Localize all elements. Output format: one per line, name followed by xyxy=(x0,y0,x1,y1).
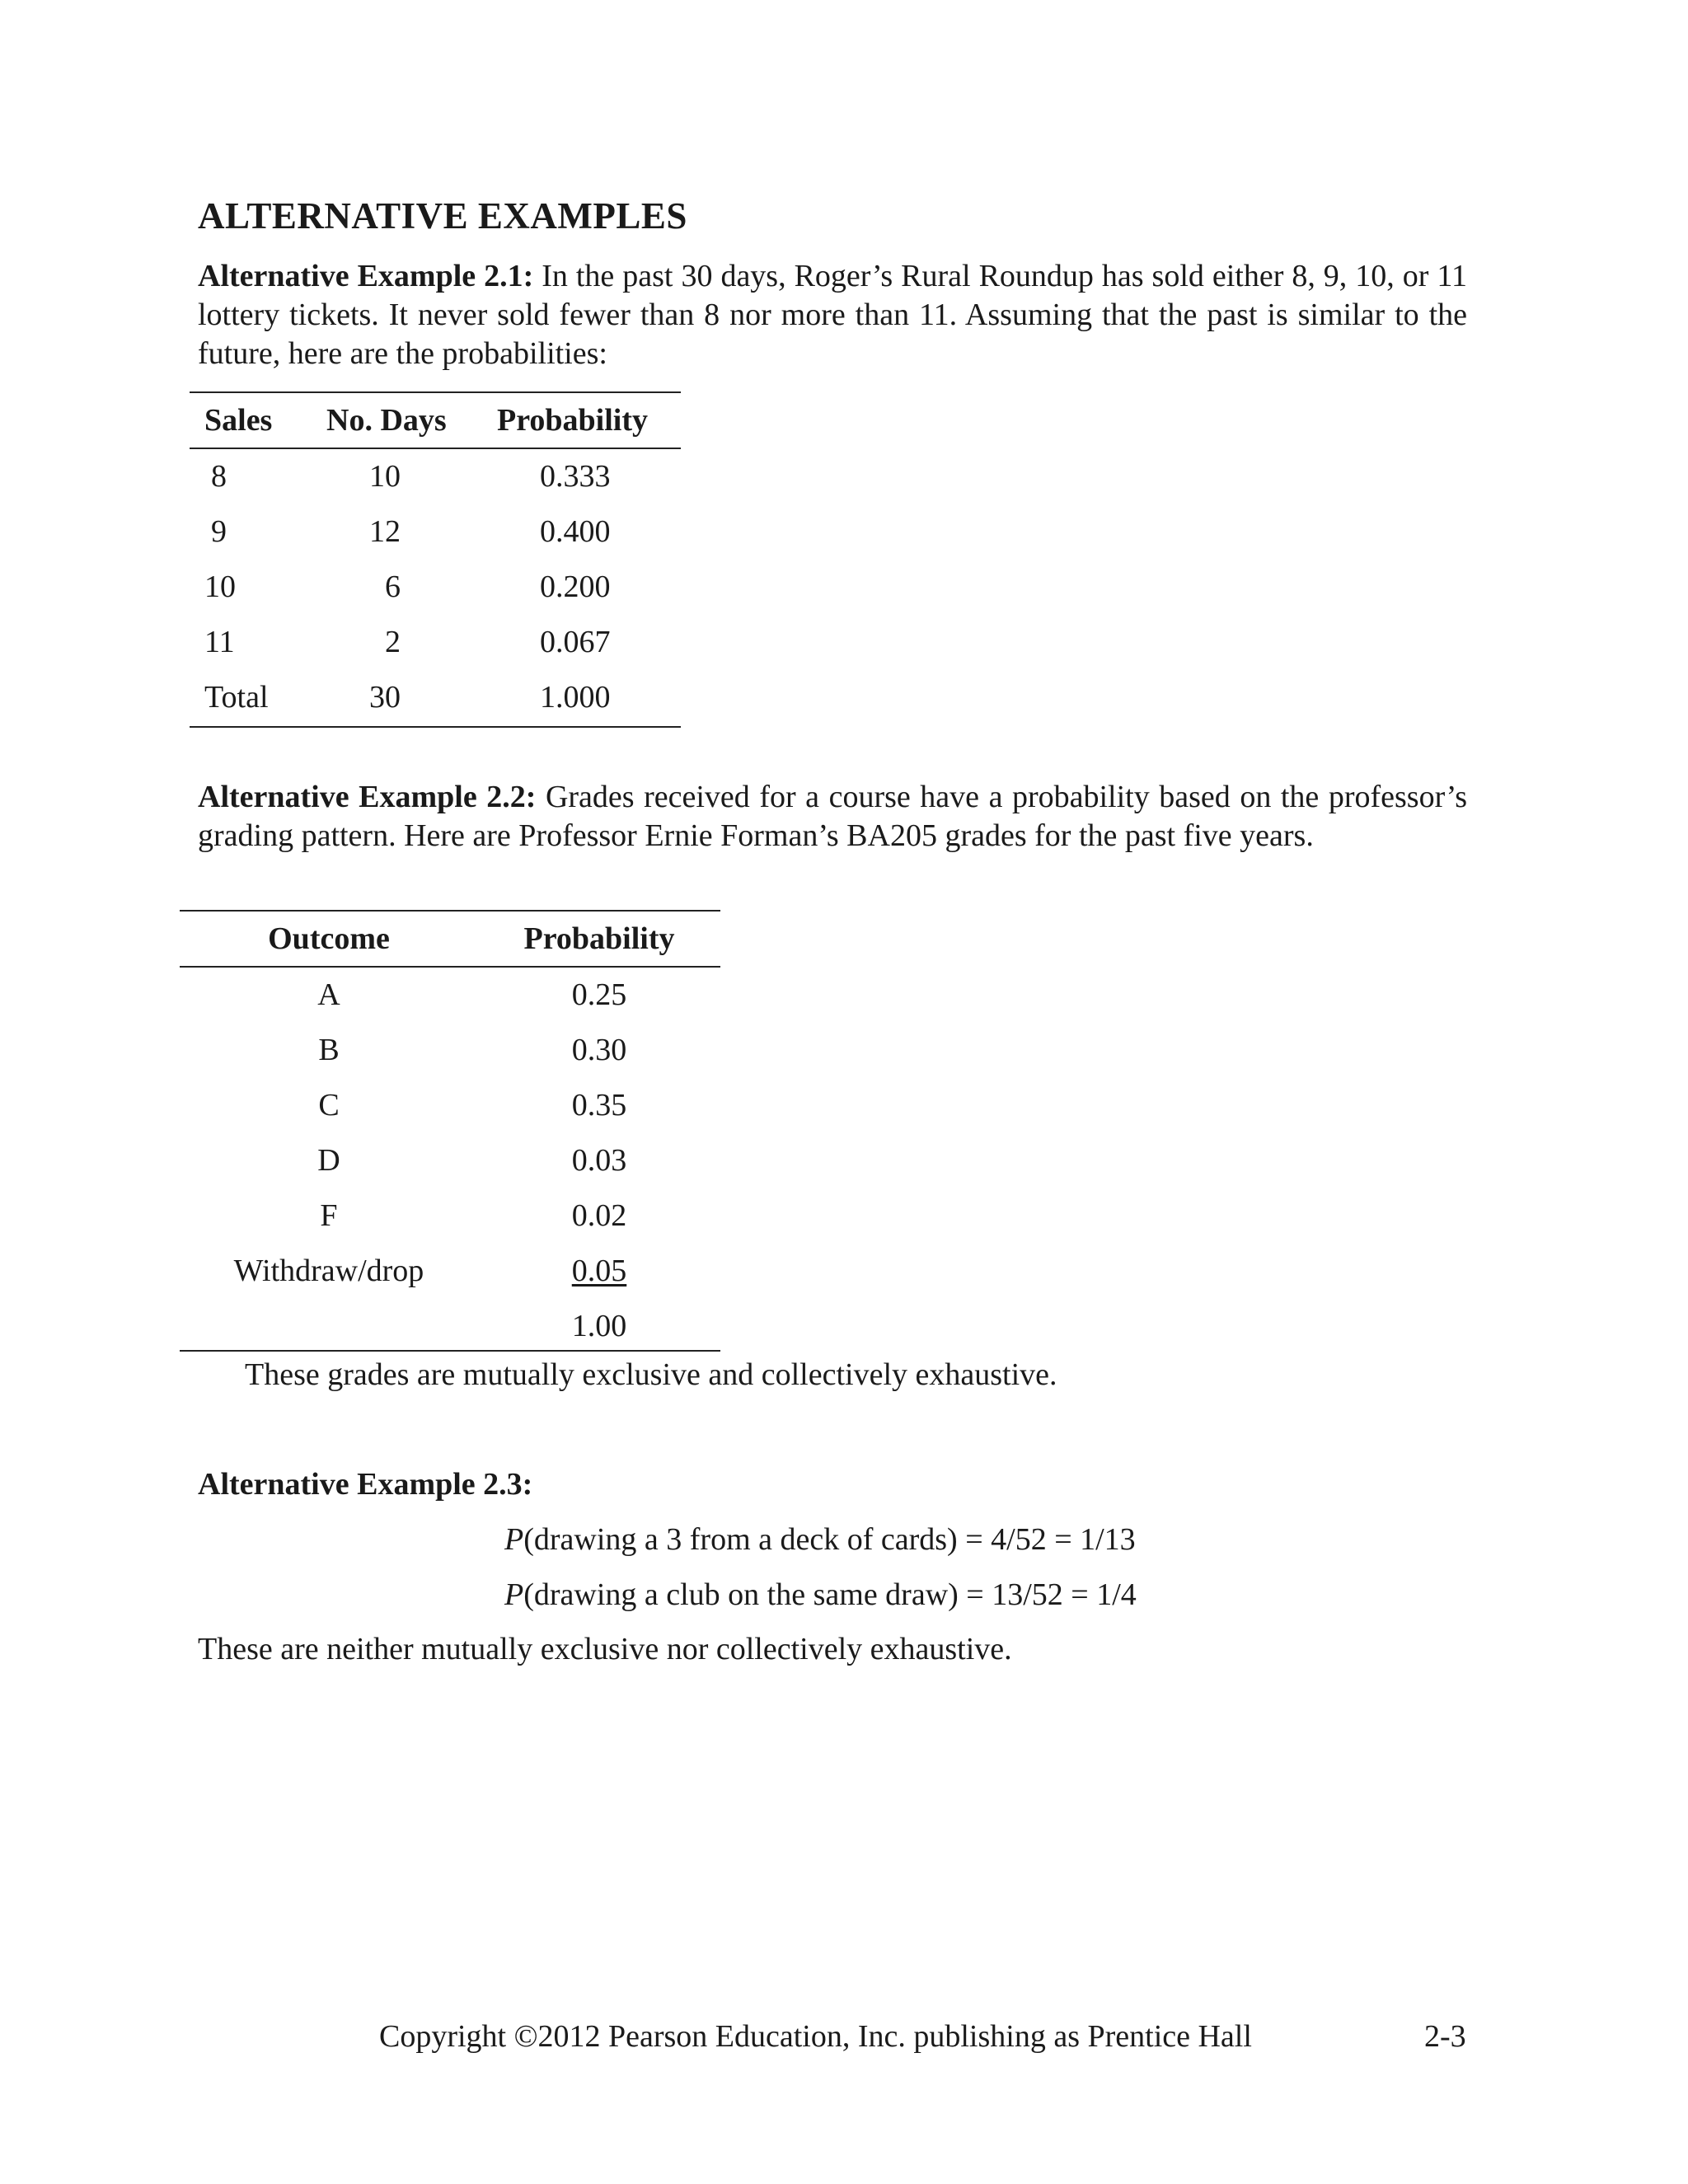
probability-equation-2 xyxy=(504,1576,1137,1615)
grades-probability-table xyxy=(180,910,720,1352)
table-header-row xyxy=(180,912,720,968)
sales-probability-table xyxy=(190,391,681,728)
column-header-sales: Sales xyxy=(204,403,273,438)
outcome-cell: B xyxy=(318,1033,340,1067)
probability-cell: 0.400 xyxy=(540,514,611,549)
outcome-cell: D xyxy=(317,1143,340,1178)
probability-cell: 0.25 xyxy=(571,977,627,1012)
example-2-3-label: Alternative Example 2.3: xyxy=(198,1467,533,1502)
probability-symbol: P xyxy=(504,1522,524,1557)
probability-cell: 0.02 xyxy=(571,1198,627,1233)
page-number: 2-3 xyxy=(1424,2019,1466,2054)
column-header-probability: Probability xyxy=(497,403,648,438)
page-heading: ALTERNATIVE EXAMPLES xyxy=(198,195,687,237)
probability-total-cell: 1.000 xyxy=(540,680,611,715)
equation-2-text: (drawing a club on the same draw) = 13/52 = 1/4 xyxy=(523,1577,1137,1612)
outcome-cell: A xyxy=(317,977,340,1012)
probability-cell: 0.03 xyxy=(571,1143,627,1178)
outcome-cell: Withdraw/drop xyxy=(233,1254,424,1288)
probability-symbol: P xyxy=(504,1577,524,1612)
probability-equation-1 xyxy=(504,1521,1136,1559)
example-2-2-note: These grades are mutually exclusive and collectively exhaustive. xyxy=(245,1357,1057,1392)
example-2-2-paragraph xyxy=(198,778,1467,855)
sales-cell: 8 xyxy=(211,459,227,494)
probability-cell: 0.333 xyxy=(540,459,611,494)
days-total-cell: 30 xyxy=(369,680,401,715)
probability-total-cell: 1.00 xyxy=(571,1309,627,1343)
total-label-cell: Total xyxy=(204,680,269,715)
probability-cell: 0.200 xyxy=(540,569,611,604)
example-2-1-label: Alternative Example 2.1: xyxy=(198,259,534,293)
outcome-cell: F xyxy=(320,1198,338,1233)
table-header-row xyxy=(190,393,681,449)
days-cell: 12 xyxy=(369,514,401,549)
copyright-footer: Copyright ©2012 Pearson Education, Inc. publishing as Prentice Hall xyxy=(379,2019,1252,2054)
sales-cell: 9 xyxy=(211,514,227,549)
column-header-probability: Probability xyxy=(523,921,675,956)
example-2-1-paragraph xyxy=(198,257,1467,373)
outcome-cell: C xyxy=(318,1088,340,1122)
column-header-outcome: Outcome xyxy=(268,921,390,956)
example-2-2-text: Grades received for a course have a probability based on the professor’s grading pattern. Here are Professor Ernie Forman’s BA205 grades for the past five years. xyxy=(198,780,1468,853)
probability-cell: 0.067 xyxy=(540,625,611,659)
sales-cell: 11 xyxy=(204,625,235,659)
days-cell: 6 xyxy=(385,569,401,604)
equation-1-text: (drawing a 3 from a deck of cards) = 4/52 = 1/13 xyxy=(523,1522,1136,1557)
example-2-2-label: Alternative Example 2.2: xyxy=(198,780,537,814)
example-2-1-text: In the past 30 days, Roger’s Rural Roundup has sold either 8, 9, 10, or 11 lottery tickets. It never sold fewer than 8 nor more than 11. Assuming that the past is similar to the future, here are the probabilities: xyxy=(198,259,1467,371)
probability-cell: 0.30 xyxy=(571,1033,627,1067)
underlined-probability: 0.05 xyxy=(571,1254,627,1288)
column-header-no-days: No. Days xyxy=(326,403,447,438)
sales-cell: 10 xyxy=(204,569,236,604)
example-2-3-note: These are neither mutually exclusive nor collectively exhaustive. xyxy=(198,1632,1012,1666)
days-cell: 2 xyxy=(385,625,401,659)
probability-cell xyxy=(478,1254,720,1287)
days-cell: 10 xyxy=(369,459,401,494)
probability-cell: 0.35 xyxy=(571,1088,627,1122)
